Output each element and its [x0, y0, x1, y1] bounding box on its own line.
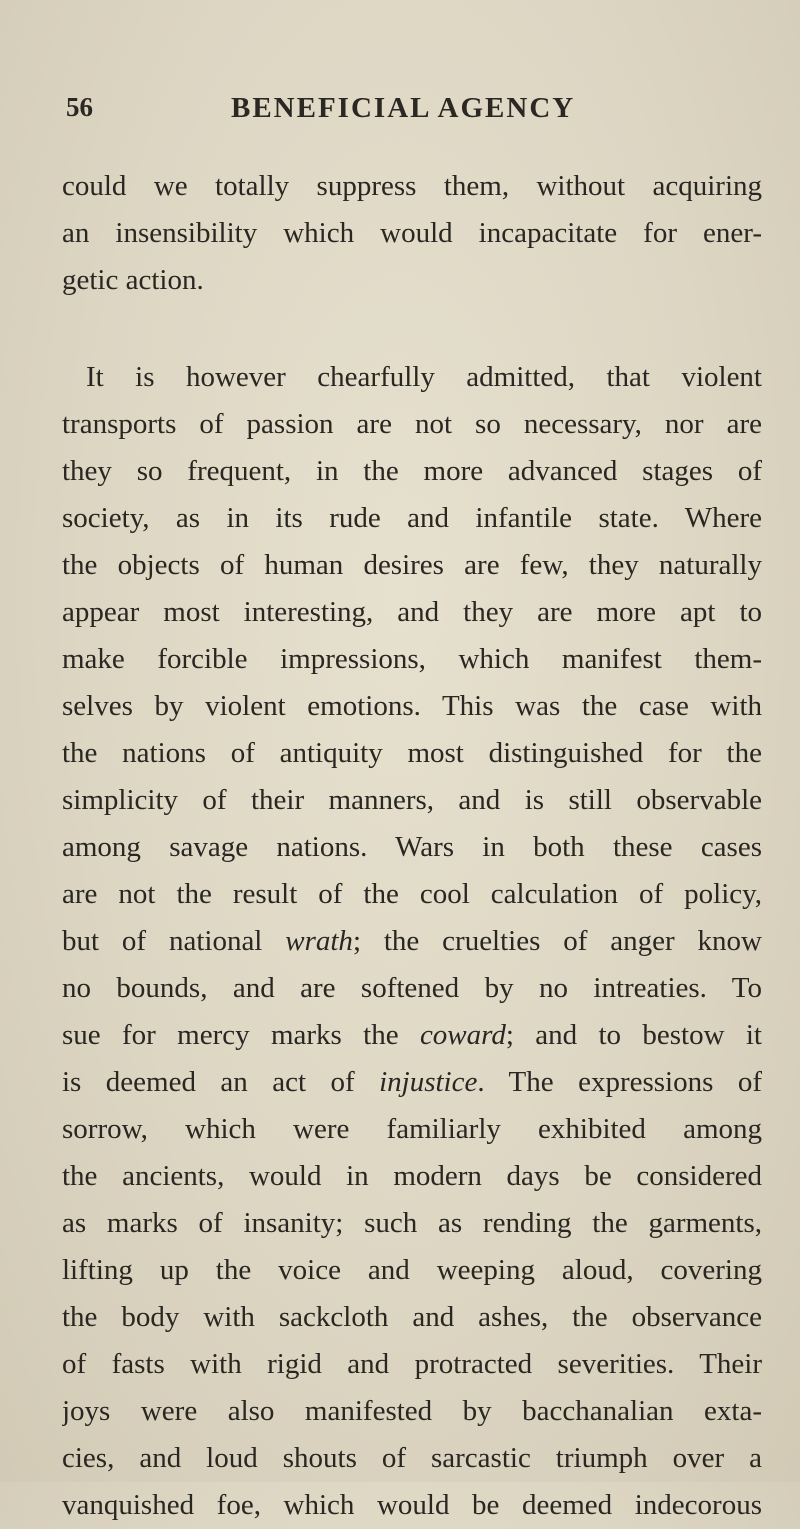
- text-line: joys were also manifested by bacchanalian exta-: [62, 1395, 762, 1427]
- text-segment: but of national: [62, 925, 286, 957]
- text-line: as marks of insanity; such as rending the garments,: [62, 1207, 762, 1239]
- text-line: the nations of antiquity most distinguished for the: [62, 737, 762, 769]
- body-text: [62, 163, 762, 1529]
- page-number: 56: [66, 92, 93, 122]
- text-line: make forcible impressions, which manifest them-: [62, 643, 762, 675]
- running-head: BENEFICIAL AGENCY: [231, 92, 576, 124]
- text-line: transports of passion are not so necessary, nor are: [62, 408, 762, 440]
- text-line: an insensibility which would incapacitate for ener-: [62, 217, 762, 249]
- text-line: vanquished foe, which would be deemed indecorous: [62, 1489, 762, 1521]
- text-line: [62, 918, 762, 965]
- text-line: society, as in its rude and infantile state. Where: [62, 502, 762, 534]
- text-segment: sue for mercy marks the: [62, 1019, 420, 1051]
- text-line: lifting up the voice and weeping aloud, covering: [62, 1254, 762, 1286]
- text-line: [62, 1012, 762, 1059]
- italic-word: injustice: [379, 1066, 478, 1098]
- text-segment: ; and to bestow it: [505, 1019, 762, 1051]
- text-line: the objects of human desires are few, they naturally: [62, 549, 762, 581]
- text-line: simplicity of their manners, and is still observable: [62, 784, 762, 816]
- text-segment: is deemed an act of: [62, 1066, 380, 1098]
- text-line: appear most interesting, and they are more apt to: [62, 596, 762, 628]
- text-line: sorrow, which were familiarly exhibited among: [62, 1113, 762, 1145]
- text-line: selves by violent emotions. This was the case with: [62, 690, 762, 722]
- text-line: getic action.: [62, 264, 204, 296]
- text-line: are not the result of the cool calculation of policy,: [62, 878, 762, 910]
- text-segment: ; the cruelties of anger know: [352, 925, 762, 957]
- text-line: of fasts with rigid and protracted severities. Their: [62, 1348, 762, 1380]
- text-line: It is however chearfully admitted, that violent: [86, 361, 762, 393]
- text-line: cies, and loud shouts of sarcastic triumph over a: [62, 1442, 762, 1474]
- paragraph-gap: [62, 304, 762, 354]
- text-line: they so frequent, in the more advanced stages of: [62, 455, 762, 487]
- text-line: the ancients, would in modern days be considered: [62, 1160, 762, 1192]
- text-line: among savage nations. Wars in both these cases: [62, 831, 762, 863]
- italic-word: wrath: [285, 925, 353, 957]
- page-header: [66, 92, 756, 132]
- italic-word: coward: [419, 1019, 506, 1051]
- text-line: [62, 1059, 762, 1106]
- text-segment: . The expressions of: [477, 1066, 762, 1098]
- text-line: no bounds, and are softened by no intreaties. To: [62, 972, 762, 1004]
- text-line: could we totally suppress them, without acquiring: [62, 170, 762, 202]
- text-line: the body with sackcloth and ashes, the observance: [62, 1301, 762, 1333]
